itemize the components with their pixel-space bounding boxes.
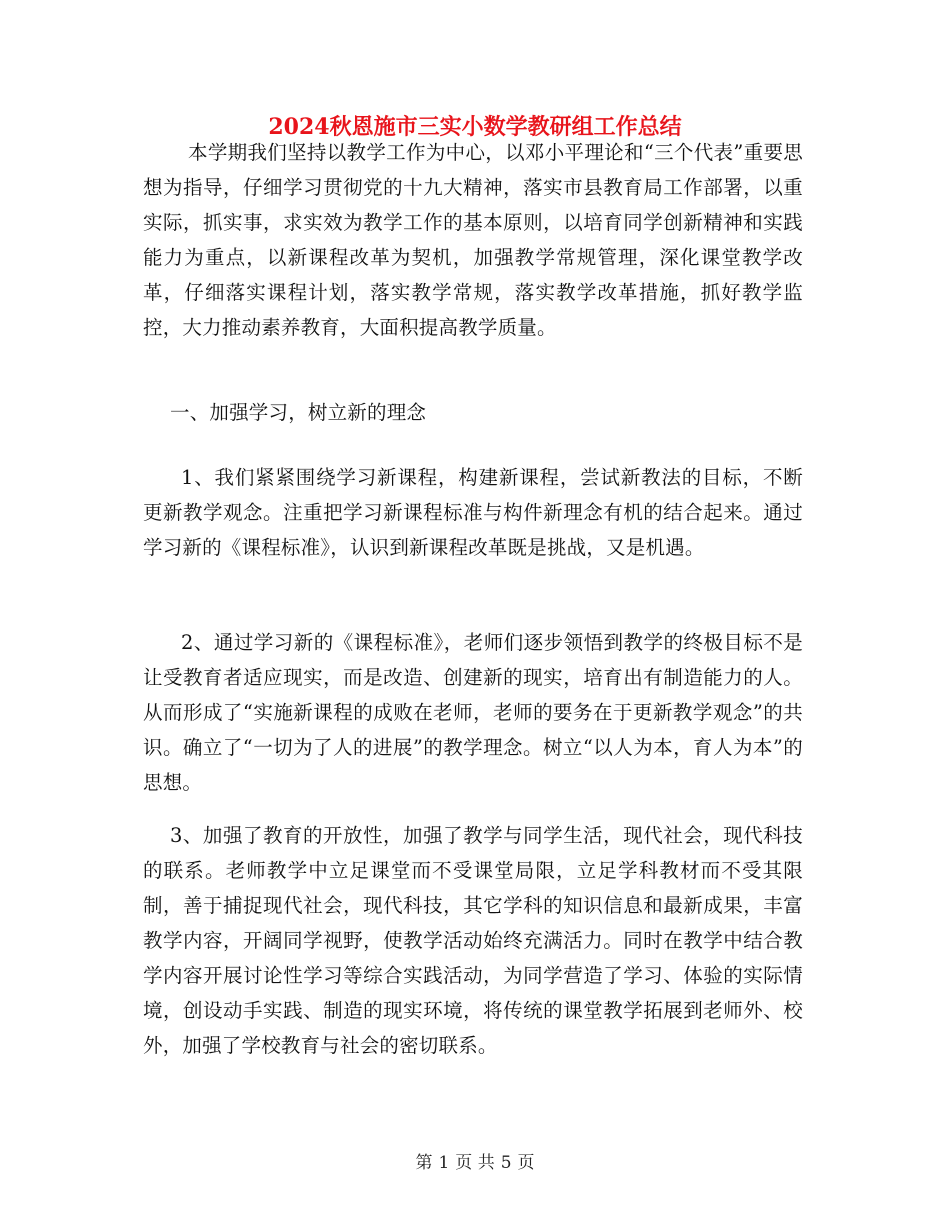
body-paragraph: 3、加强了教育的开放性，加强了教学与同学生活，现代社会，现代科技的联系。老师教学中立足课堂而不受课堂局限，立足学科教材而不受其限制，善于捕捉现代社会，现代科技，其它学科的知识信息和最新成果，丰富教学内容，开阔同学视野，使教学活动始终充满活力。同时在教学中结合教学内容开展讨论性学习等综合实践活动，为同学营造了学习、体验的实际情境，创设动手实践、制造的现实环境，将传统的课堂教学拓展到老师外、校外，加强了学校教育与社会的密切联系。: [143, 824, 803, 1057]
footer-total-pages: 5: [500, 1153, 512, 1173]
intro-paragraph: 本学期我们坚持以教学工作为中心，以邓小平理论和“三个代表”重要思想为指导，仔细学习贯彻党的十九大精神，落实市县教育局工作部署，以重实际，抓实事，求实效为教学工作的基本原则，以培育同学创新精神和实践能力为重点，以新课程改革为契机，加强教学常规管理，深化课堂教学改革，仔细落实课程计划，落实教学常规，落实教学改革措施，抓好教学监控，大力推动素养教育，大面积提高教学质量。: [143, 141, 803, 339]
section-heading: 一、加强学习，树立新的理念: [170, 401, 427, 424]
body-paragraph: 2、通过学习新的《课程标准》，老师们逐步领悟到教学的终极目标不是让受教育者适应现实，而是改造、创建新的现实，培育出有制造能力的人。从而形成了“实施新课程的成败在老师，老师的要务在于更新教学观念”的共识。确立了“一切为了人的进展”的教学理念。树立“以人为本，育人为本”的思想。: [143, 631, 803, 794]
footer-page-prefix: 第: [415, 1153, 433, 1173]
footer-page-suffix: 页: [517, 1153, 535, 1173]
document-title: 2024秋恩施市三实小数学教研组工作总结: [268, 114, 682, 140]
page-footer: [0, 1152, 950, 1174]
footer-page-mid: 页 共: [455, 1153, 495, 1173]
footer-current-page: 1: [438, 1153, 450, 1173]
body-paragraph: 1、我们紧紧围绕学习新课程，构建新课程，尝试新教法的目标，不断更新教学观念。注重把学习新课程标准与构件新理念有机的结合起来。通过学习新的《课程标准》，认识到新课程改革既是挑战，又是机遇。: [143, 466, 803, 559]
